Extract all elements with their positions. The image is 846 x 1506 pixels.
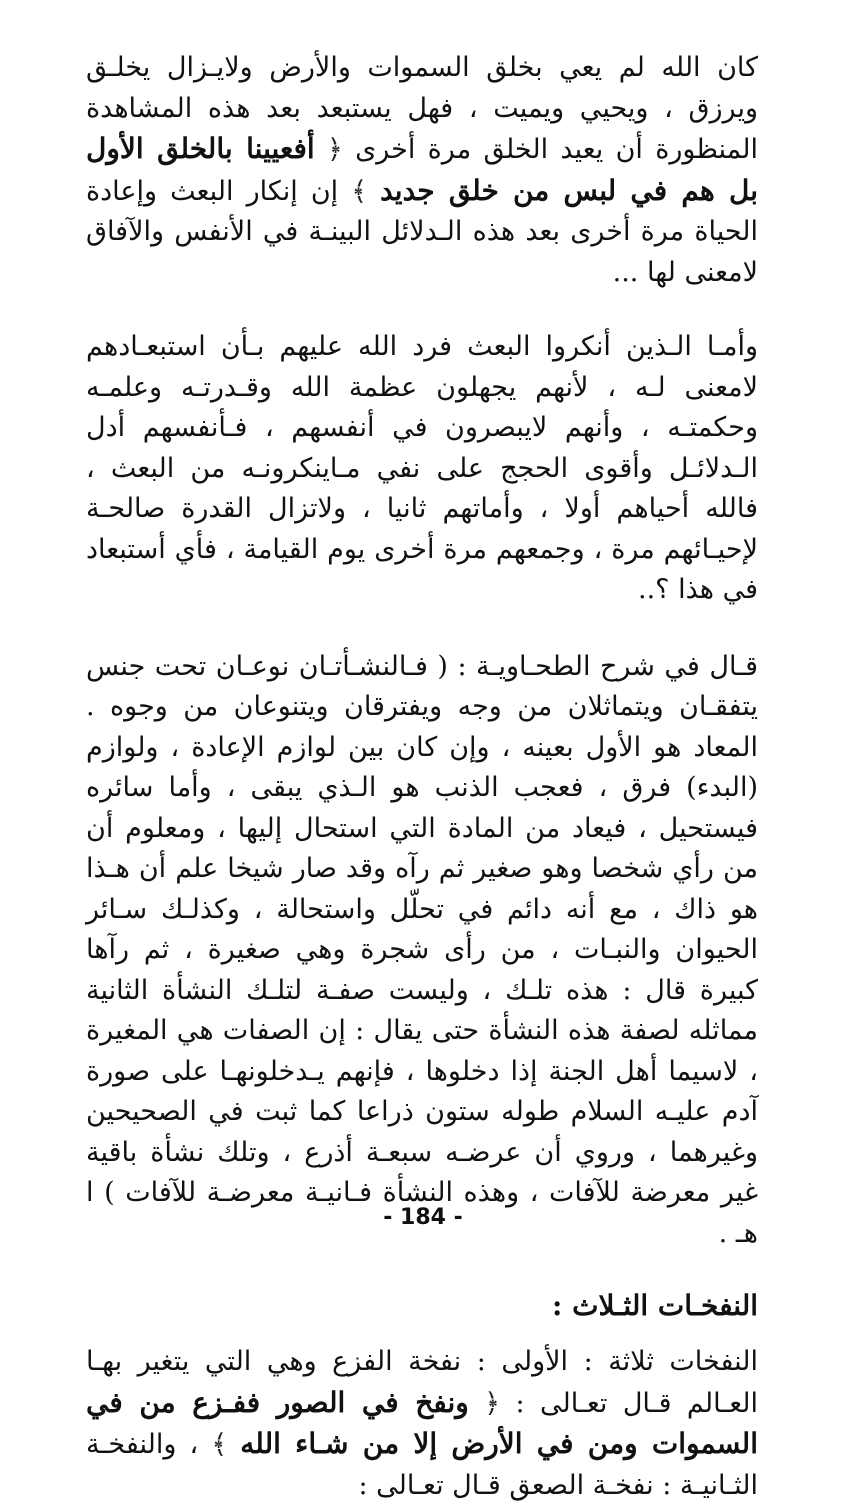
paragraph-deniers-refuted: وأمـا الـذين أنكروا البعث فرد الله عليهم بـأن استبعـادهم لامعنى لـه ، لأنهم يجهلون عظمة الله وقـدرتـه وعلمـه وحكمتـه ، وأنهم لايبصرون في أنفسهم ، فـأنفسهم أدل الـدلائـل وأقوى الحجج على نفي مـاينكرونـه من البعث ، فالله أحياهم أولا ، وأماتهم ثانيا ، ولاتزال القدرة صالحـة لإحيـائهم مرة ، وجمعهم مرة أخرى يوم القيامة ، فأي أستبعاد في هذا ؟.. — [86, 331, 758, 605]
section-heading: النفخـات الثـلاث : — [552, 1289, 758, 1322]
ornate-bracket-close: ﴾ — [211, 1429, 228, 1460]
page-number: - 184 - — [383, 1205, 463, 1230]
ornate-bracket-close: ﴾ — [351, 175, 368, 207]
paragraph-three-blasts — [86, 1342, 758, 1506]
ornate-bracket-open: ﴿ — [326, 134, 343, 165]
quran-verse: ونفخ في الصور ففـزع من في السموات ومن في الأرض إلا من شـاء الله — [86, 1385, 758, 1460]
paragraph-text: النفخات ثلاثة : الأولى : نفخة الفزع وهي التي يتغير بهـا العـالم قـال تعـالى : — [86, 1346, 758, 1419]
paragraph-text: كان الله لم يعي بخلق السموات والأرض ولايـزال يخلـق ويرزق ، ويحيي ويميت ، فهل يستبعد بعد هذه المشاهدة المنظورة أن يعيد الخلق مرة أخرى — [86, 52, 758, 165]
quran-verse: أفعيينا بالخلق الأول بل هم في لبس من خلق جديد — [86, 132, 758, 207]
paragraph-tahawiyya-quote: قـال في شرح الطحـاويـة : ( فـالنشـأتـان نوعـان تحت جنس يتفقـان ويتماثلان من وجه ويفترقان ويتنوعان من وجوه . المعاد هو الأول بعينه ، وإن كان بين لوازم الإعادة ، ولوازم (البدء) فرق ، فعجب الذنب هو الـذي يبقى ، وأما سائره فيستحيل ، فيعاد من المادة التي استحال إليها ، ومعلوم أن من رأي شخصا وهو صغير ثم رآه وقد صار شيخا علم أن هـذا هو ذاك ، مع أنه دائم في تحلّل واستحالة ، وكذلـك سـائر الحيوان والنبـات ، من رأى شجرة وهي صغيرة ، ثم رآها كبيرة قال : هذه تلـك ، وليست صفـة لتلـك النشأة الثانية مماثله لصفة هذه النشأة حتى يقال : إن الصفات هي المغيرة ، لاسيما أهل الجنة إذا دخلوها ، فإنهم يـدخلونهـا على صورة آدم عليـه السلام طوله ستون ذراعا كما ثبت في الصحيحين وغيرهما ، وروي أن عرضـه سبعـة أذرع ، وتلك نشأة باقية غير معرضة للآفات ، وهذه النشأة فـانيـة معرضـة للآفات ) ا هـ . — [86, 650, 759, 1249]
paragraph-text: إن إنكار البعث وإعادة الحياة مرة أخرى بعد هذه الـدلائل البينـة في الأنفس والآفاق لامعنى لها ... — [86, 175, 758, 288]
paragraph-text: ، والنفخـة الثـانيـة : نفخـة الصعق قـال تعـالى : — [86, 1429, 758, 1501]
ornate-bracket-open: ﴿ — [484, 1387, 501, 1419]
paragraph-resurrection-argument — [86, 48, 758, 293]
book-page — [86, 48, 759, 1501]
